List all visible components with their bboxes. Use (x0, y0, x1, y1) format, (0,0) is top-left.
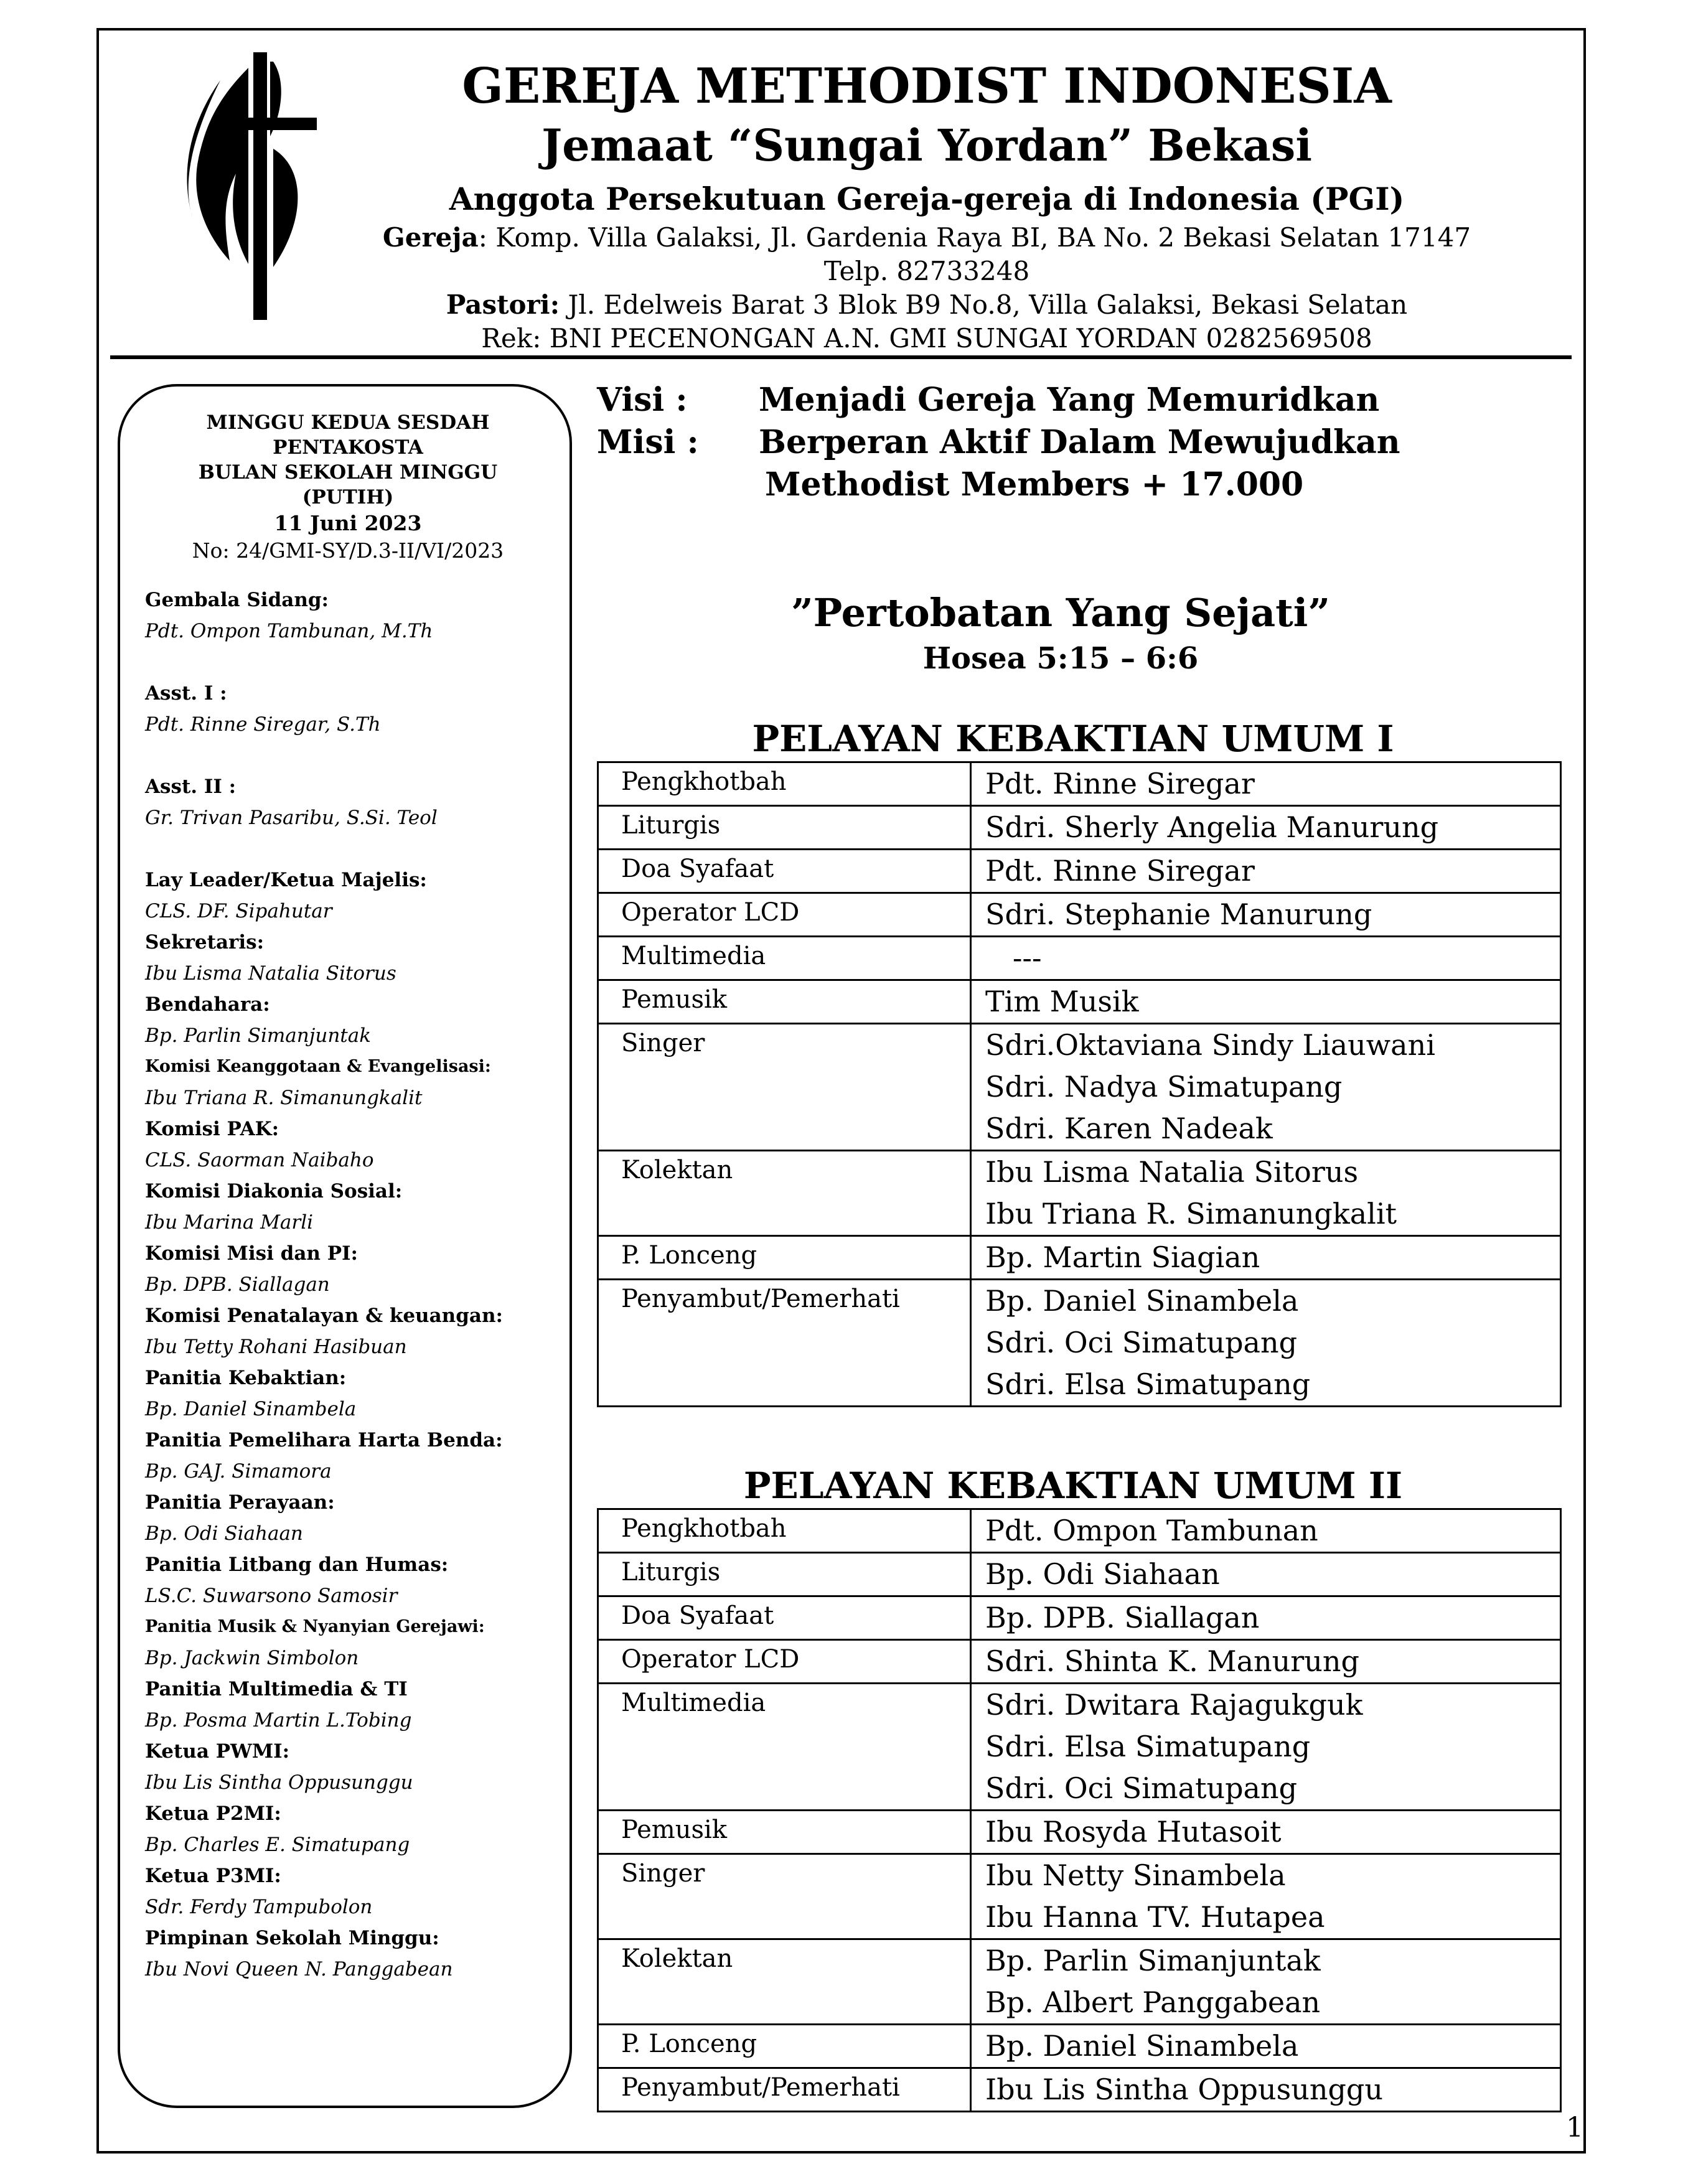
service-roster-table (597, 761, 1562, 1407)
table-row (598, 2025, 1561, 2068)
official-role: Komisi Misi dan PI: (145, 1242, 358, 1265)
assignee-name: Ibu Hanna TV. Hutapea (985, 1900, 1325, 1934)
assignee-cell (971, 1640, 1561, 1684)
service-title: PELAYAN KEBAKTIAN UMUM I (752, 718, 1394, 760)
official-role: Bendahara: (145, 993, 270, 1016)
assignee-name: Sdri. Stephanie Manurung (985, 898, 1372, 931)
table-row (598, 1640, 1561, 1684)
official-name: Sdr. Ferdy Tampubolon (145, 1896, 373, 1918)
official-name: Bp. Odi Siahaan (145, 1522, 303, 1545)
duty-cell: Doa Syafaat (598, 850, 971, 893)
parsonage-line (335, 288, 1518, 322)
official-role: Ketua P2MI: (145, 1802, 281, 1825)
assignee-name: Ibu Lis Sintha Oppusunggu (985, 2073, 1383, 2106)
official-name: Bp. Parlin Simanjuntak (145, 1024, 372, 1047)
official-role: Komisi Keanggotaan & Evangelisasi: (145, 1057, 491, 1076)
official-role: Panitia Multimedia & TI (145, 1678, 408, 1700)
officials-sidebar (118, 384, 572, 2108)
heading-line: (PUTIH) (302, 486, 394, 509)
table-row (598, 980, 1561, 1024)
church-address-line (335, 221, 1518, 255)
official-role: Panitia Musik & Nyanyian Gerejawi: (145, 1617, 485, 1636)
duty-cell: Pemusik (598, 1811, 971, 1854)
phone-line: Telp. 82733248 (823, 256, 1030, 286)
parsonage-label: Pastori: (446, 289, 560, 320)
official-role: Pimpinan Sekolah Minggu: (145, 1927, 439, 1949)
assignee-cell (971, 937, 1561, 980)
duty-cell: Singer (598, 1024, 971, 1151)
church-label: Gereja (382, 222, 479, 253)
official-name: Bp. Posma Martin L.Tobing (145, 1709, 412, 1732)
bulletin-date: 11 Juni 2023 (274, 511, 422, 535)
assignee-name: Tim Musik (985, 985, 1139, 1018)
official-name: Ibu Novi Queen N. Panggabean (145, 1958, 453, 1980)
duty-cell: Doa Syafaat (598, 1596, 971, 1640)
duty-cell: Multimedia (598, 937, 971, 980)
assignee-name: Pdt. Ompon Tambunan (985, 1514, 1318, 1547)
service-rosters (597, 716, 1574, 2112)
official-role: Ketua PWMI: (145, 1740, 290, 1763)
duty-cell: P. Lonceng (598, 1236, 971, 1280)
duty-cell: Singer (598, 1854, 971, 1939)
official-name: Bp. Charles E. Simatupang (145, 1834, 410, 1856)
assignee-name: Bp. Daniel Sinambela (985, 2029, 1299, 2063)
assignee-name: Sdri. Elsa Simatupang (985, 1367, 1311, 1401)
assignee-name: Sdri. Elsa Simatupang (985, 1730, 1311, 1763)
table-row (598, 1811, 1561, 1854)
officials-list (145, 584, 551, 1985)
assignee-name: Pdt. Rinne Siregar (985, 854, 1255, 888)
membership-line: Anggota Persekutuan Gereja-gereja di Indonesia (PGI) (449, 180, 1405, 217)
duty-cell: Pemusik (598, 980, 971, 1024)
assignee-cell (971, 1811, 1561, 1854)
assignee-cell (971, 2068, 1561, 2112)
official-name: Gr. Trivan Pasaribu, S.Si. Teol (145, 807, 438, 829)
assignee-cell (971, 1280, 1561, 1407)
sermon-title: ”Pertobatan Yang Sejati” (790, 590, 1331, 635)
duty-cell: Liturgis (598, 1553, 971, 1596)
assignee-cell (971, 893, 1561, 937)
assignee-cell (971, 980, 1561, 1024)
letterhead (335, 55, 1518, 355)
table-row (598, 1151, 1561, 1236)
mission-label: Misi : (597, 423, 699, 461)
header-divider (110, 355, 1572, 359)
heading-line: PENTAKOSTA (273, 436, 423, 459)
table-row (598, 1684, 1561, 1811)
official-role: Ketua P3MI: (145, 1865, 281, 1887)
bulletin-number: No: 24/GMI-SY/D.3-II/VI/2023 (192, 538, 504, 563)
table-row (598, 1596, 1561, 1640)
service-roster-table (597, 1508, 1562, 2112)
official-role: Panitia Pemelihara Harta Benda: (145, 1429, 503, 1451)
mission-row (597, 421, 1574, 464)
assignee-cell (971, 1553, 1561, 1596)
official-name: Pdt. Rinne Siregar, S.Th (145, 713, 381, 736)
official-role: Komisi Penatalayan & keuangan: (145, 1305, 503, 1327)
table-row (598, 1236, 1561, 1280)
assignee-cell (971, 1509, 1561, 1553)
official-name: Ibu Lisma Natalia Sitorus (145, 962, 396, 985)
official-role: Panitia Kebaktian: (145, 1367, 347, 1389)
official-name: CLS. Saorman Naibaho (145, 1149, 374, 1171)
official-name: CLS. DF. Sipahutar (145, 900, 332, 922)
official-name: Bp. Jackwin Simbolon (145, 1647, 359, 1669)
official-role: Asst. II : (145, 776, 237, 798)
table-row (598, 1854, 1561, 1939)
official-role: Panitia Perayaan: (145, 1491, 335, 1514)
cross-and-flame-logo (155, 43, 317, 323)
duty-cell: Kolektan (598, 1939, 971, 2025)
org-name: GEREJA METHODIST INDONESIA (462, 58, 1392, 115)
assignee-cell (971, 850, 1561, 893)
duty-cell: Liturgis (598, 806, 971, 850)
spacer (145, 647, 551, 678)
assignee-cell (971, 1151, 1561, 1236)
official-name: Ibu Marina Marli (145, 1211, 314, 1234)
official-role: Asst. I : (145, 682, 227, 705)
bank-account-line: Rek: BNI PECENONGAN A.N. GMI SUNGAI YORDAN 0282569508 (481, 323, 1372, 354)
duty-cell: Pengkhotbah (598, 762, 971, 806)
assignee-name: Ibu Triana R. Simanungkalit (985, 1197, 1397, 1230)
heading-line: BULAN SEKOLAH MINGGU (198, 461, 498, 484)
duty-cell: Operator LCD (598, 1640, 971, 1684)
official-name: LS.C. Suwarsono Samosir (145, 1585, 398, 1607)
vision-text: Menjadi Gereja Yang Memuridkan (759, 381, 1380, 419)
assignee-name: Bp. Parlin Simanjuntak (985, 1944, 1321, 1977)
official-role: Gembala Sidang: (145, 589, 329, 611)
assignee-cell (971, 1854, 1561, 1939)
assignee-name: Ibu Rosyda Hutasoit (985, 1815, 1282, 1849)
mission-text-continued: Methodist Members + 17.000 (765, 466, 1304, 504)
assignee-cell (971, 762, 1561, 806)
assignee-cell (971, 2025, 1561, 2068)
assignee-name: Bp. DPB. Siallagan (985, 1601, 1260, 1634)
assignee-name: Sdri. Oci Simatupang (985, 1771, 1298, 1805)
table-row (598, 893, 1561, 937)
table-row (598, 806, 1561, 850)
sermon-reference: Hosea 5:15 – 6:6 (922, 641, 1199, 676)
assignee-cell (971, 1236, 1561, 1280)
assignee-name: Pdt. Rinne Siregar (985, 767, 1255, 800)
congregation-name: Jemaat “Sungai Yordan” Bekasi (542, 120, 1312, 171)
assignee-name: Sdri. Sherly Angelia Manurung (985, 810, 1439, 844)
main-content (597, 379, 1574, 2112)
page-frame (96, 28, 1586, 2154)
assignee-name: Ibu Lisma Natalia Sitorus (985, 1155, 1359, 1189)
mission-text: Berperan Aktif Dalam Mewujudkan (759, 423, 1400, 461)
official-role: Komisi PAK: (145, 1118, 279, 1140)
assignee-cell (971, 1939, 1561, 2025)
table-row (598, 1280, 1561, 1407)
official-name: Bp. DPB. Siallagan (145, 1273, 330, 1296)
assignee-name: Sdri. Karen Nadeak (985, 1112, 1273, 1145)
duty-cell: Penyambut/Pemerhati (598, 2068, 971, 2112)
table-row (598, 1024, 1561, 1151)
official-name: Bp. GAJ. Simamora (145, 1460, 332, 1483)
assignee-cell (971, 1024, 1561, 1151)
parsonage-address: Jl. Edelweis Barat 3 Blok B9 No.8, Villa Galaksi, Bekasi Selatan (560, 289, 1408, 320)
assignee-name: Ibu Netty Sinambela (985, 1858, 1286, 1892)
spacer (145, 740, 551, 771)
assignee-name: Sdri.Oktaviana Sindy Liauwani (985, 1028, 1435, 1062)
table-row (598, 1553, 1561, 1596)
table-row (598, 1939, 1561, 2025)
assignee-name: Sdri. Nadya Simatupang (985, 1070, 1343, 1104)
official-role: Komisi Diakonia Sosial: (145, 1180, 403, 1202)
official-name: Bp. Daniel Sinambela (145, 1398, 357, 1420)
duty-cell: Pengkhotbah (598, 1509, 971, 1553)
duty-cell: Multimedia (598, 1684, 971, 1811)
assignee-name: Bp. Albert Panggabean (985, 1985, 1321, 2019)
duty-cell: Kolektan (598, 1151, 971, 1236)
church-address: : Komp. Villa Galaksi, Jl. Gardenia Raya BI, BA No. 2 Bekasi Selatan 17147 (478, 222, 1471, 253)
assignee-name: --- (985, 941, 1042, 975)
duty-cell: Penyambut/Pemerhati (598, 1280, 971, 1407)
assignee-cell (971, 1684, 1561, 1811)
assignee-name: Bp. Daniel Sinambela (985, 1284, 1299, 1318)
official-role: Lay Leader/Ketua Majelis: (145, 869, 427, 891)
heading-line: MINGGU KEDUA SESDAH (206, 411, 490, 434)
duty-cell: Operator LCD (598, 893, 971, 937)
assignee-name: Bp. Martin Siagian (985, 1240, 1260, 1274)
assignee-cell (971, 1596, 1561, 1640)
official-name: Ibu Lis Sintha Oppusunggu (145, 1771, 413, 1794)
official-role: Panitia Litbang dan Humas: (145, 1554, 449, 1576)
assignee-cell (971, 806, 1561, 850)
vision-row (597, 379, 1574, 421)
official-name: Ibu Tetty Rohani Hasibuan (145, 1336, 407, 1358)
spacer (145, 833, 551, 865)
official-role: Sekretaris: (145, 931, 265, 954)
page-number: 1 (1566, 2112, 1583, 2144)
table-row (598, 762, 1561, 806)
table-row (598, 850, 1561, 893)
table-row (598, 2068, 1561, 2112)
table-row (598, 1509, 1561, 1553)
assignee-name: Sdri. Dwitara Rajagukguk (985, 1688, 1363, 1722)
table-row (598, 937, 1561, 980)
assignee-name: Sdri. Oci Simatupang (985, 1326, 1298, 1359)
vision-label: Visi : (597, 381, 688, 419)
official-name: Pdt. Ompon Tambunan, M.Th (145, 620, 433, 642)
official-name: Ibu Triana R. Simanungkalit (145, 1087, 423, 1109)
assignee-name: Bp. Odi Siahaan (985, 1557, 1220, 1591)
liturgical-heading (145, 410, 551, 510)
service-title: PELAYAN KEBAKTIAN UMUM II (743, 1465, 1403, 1507)
duty-cell: P. Lonceng (598, 2025, 971, 2068)
assignee-name: Sdri. Shinta K. Manurung (985, 1644, 1359, 1678)
